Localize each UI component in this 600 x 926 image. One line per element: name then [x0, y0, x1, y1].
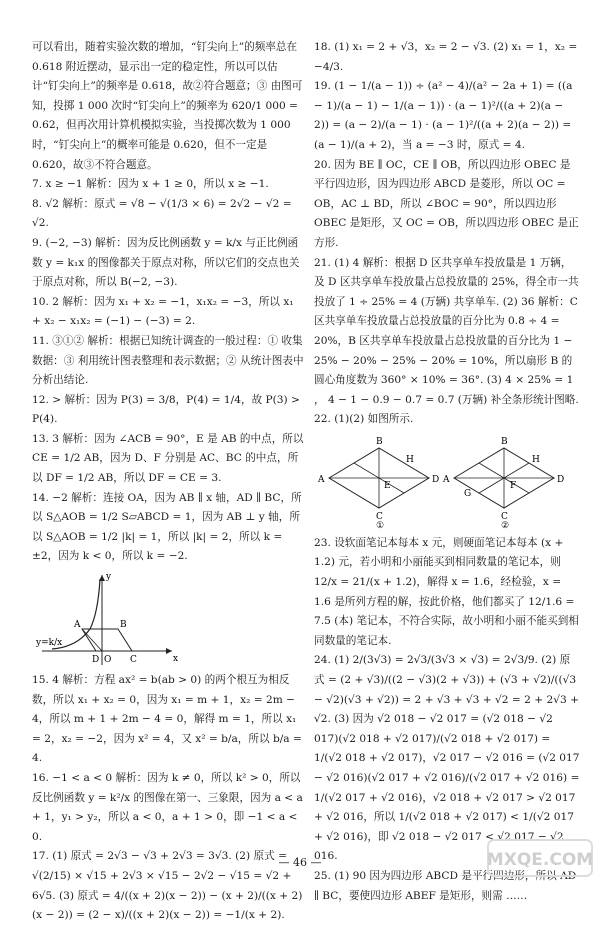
svg-text:B: B [501, 436, 508, 447]
svg-text:MXQE.COM: MXQE.COM [486, 850, 594, 870]
svg-text:E: E [384, 480, 391, 491]
svg-text:C: C [130, 655, 137, 666]
right-column [314, 38, 580, 906]
answer-23: 23. 设软面笔记本每本 x 元，则硬面笔记本每本 (x + 1.2) 元，若小明和小丽能买到相同数量的笔记本，则 12/x = 21/(x + 1.2)，解得 x = 1.6，经检验，x = 1.6 是所列方程的解，按此价格，他们都买了 12/1.6 = 7.5 (本) 笔记本，不符合实际，故小明和小丽不能买到相同数量的笔记本. [314, 536, 579, 647]
svg-text:B: B [120, 620, 127, 631]
svg-text:H: H [406, 454, 414, 465]
svg-text:A: A [74, 620, 81, 631]
figure-fig14 [32, 569, 304, 667]
answer-12: 12. > 解析：因为 P(3) = 3/8，P(4) = 1/4，故 P(3) > P(4). [32, 393, 300, 426]
svg-text:G: G [464, 488, 472, 499]
answer-21: 21. (1) 4 解析：根据 D 区共享单车投放量是 1 万辆，及 D 区共享单车投放量占总投放量的 25%，得全市一共投放了 1 ÷ 25% = 4 (万辆) 共享单车. (2) 36 解析：C 区共享单车投放量占总投放量的百分比为 0.8 ÷ 4 = 20%，B 区共享单车投放量占总投放量的百分比为 1 − 25% − 20% − 25% − 20% = 10%，所以扇形 B 的圆心角度数为 360° × 10% = 36°. (3) 4 × 25% = 1 ， 4 − 1 − 0.9 − 0.7 = 0.7 (万辆) 补全条形统计图略. [314, 256, 579, 406]
answer-a: 可以看出，随着实验次数的增加，“钉尖向上”的频率总在 0.618 附近摆动，显示出一定的稳定性，所以可以估计“钉尖向上”的频率是 0.618，故②符合题意；③ 由图可知，投掷 1 000 次时“钉尖向上”的频率为 620/1 000 = 0.62，但再次用计算机模拟实验，当投掷次数为 1 000 时，“钉尖向上”的概率可能是 0.620，但不一定是 0.620，故③不符合题意。 [32, 41, 303, 171]
svg-text:A: A [318, 474, 325, 485]
answer-17: 17. (1) 原式 = 2√3 − √3 + 2√3 = 3√3. (2) 原式 = √(2/15) × √15 + 2√3 × √15 − 2√2 − √15 = √2 + 6√5. (3) 原式 = 4/((x + 2)(x − 2)) − (x + 2)/((x + 2)(x − 2)) = (2 − x)/((x + 2)(x − 2)) = −1/(x + 2). [32, 850, 303, 922]
answer-22: 22. (1)(2) 如图所示. [314, 413, 414, 426]
svg-text:y=k/x: y=k/x [36, 638, 63, 649]
page-number: — 46 — [278, 856, 322, 869]
answer-7: 7. x ≥ −1 解析：因为 x + 1 ≥ 0，所以 x ≥ −1. [32, 178, 269, 191]
answer-14: 14. −2 解析：连接 OA，因为 AB ∥ x 轴，AD ∥ BC，所以 S△AOB = 1/2 S▱ABCD = 1，因为 AB ⊥ y 轴，所以 S△AOB = 1/2 |k| = 1，所以 |k| = 2，所以 k = ±2，因为 k < 0，所以 k = −2. [32, 491, 302, 563]
svg-text:A: A [443, 474, 450, 485]
answer-13: 13. 3 解析：因为 ∠ACB = 90°，E 是 AB 的中点，所以 CE = 1/2 AB，因为 D、F 分别是 AC、BC 的中点，所以 DF = 1/2 AB，所以 DF = CE = 3. [32, 432, 304, 485]
svg-text:C: C [376, 511, 383, 522]
watermark-logo [486, 836, 594, 880]
answer-20: 20. 因为 BE ∥ OC，CE ∥ OB，所以四边形 OBEC 是平行四边形，因为四边形 ABCD 是菱形，所以 OC = OB，AC ⊥ BD，所以 ∠BOC = 90°，所以四边形 OBEC 是矩形，又 OC = OB，所以四边形 OBEC 是正方形. [314, 158, 579, 249]
answer-16: 16. −1 < a < 0 解析：因为 k ≠ 0，所以 k² > 0，所以反比例函数 y = k²/x 的图像在第一、三象限，因为 a < a + 1，y₁ > y₂，所以 a < 0，a + 1 > 0，即 −1 < a < 0. [32, 772, 303, 843]
answer-8: 8. √2 解析：原式 = √8 − √(1/3 × 6) = 2√2 − √2 = √2. [32, 197, 292, 230]
svg-text:D: D [92, 655, 100, 666]
svg-text:①: ① [376, 520, 385, 530]
svg-text:O: O [104, 655, 112, 666]
answer-10: 10. 2 解析：因为 x₁ + x₂ = −1，x₁x₂ = −3，所以 x₁ + x₂ − x₁x₂ = (−1) − (−3) = 2. [32, 295, 294, 328]
svg-text:x: x [173, 654, 179, 665]
svg-text:D: D [557, 474, 565, 485]
answer-24: 24. (1) 2/(3√3) = 2√3/(3√3 × √3) = 2√3/9. (2) 原式 = (2 + √3)/((2 − √3)(2 + √3)) + (√3 + √2)/((√3 − √2)(√3 + √2)) = 2 + √3 + √3 + √2 = 2 + 2√3 + √2. (3) 因为 √2 018 − √2 017 = (√2 018 − √2 017)(√2 018 + √2 017)/(√2 018 + √2 017) = 1/(√2 018 + √2 017)，√2 017 − √2 016 = (√2 017 − √2 016)(√2 017 + √2 016)/(√2 017 + √2 016) = 1/(√2 017 + √2 016)，√2 018 + √2 017 > √2 017 + √2 016，所以 1/(√2 018 + √2 017) < 1/(√2 017 + √2 016)，即 √2 018 − √2 017 < √2 017 − √2 016. [314, 654, 580, 863]
hyperbola-graph [32, 569, 182, 667]
answer-15: 15. 4 解析：方程 ax² = b(ab > 0) 的两个根互为相反数，所以 x₁ + x₂ = 0，因为 x₁ = m + 1，x₂ = 2m − 4，所以 m + 1 + 2m − 4 = 0，解得 m = 1，所以 x₁ = 2，x₂ = −2，因为 x² = 4，又 x² = b/a，所以 b/a = 4. [32, 674, 302, 765]
answer-25: 25. (1) 90 因为四边形 ABCD 是平行四边形，所以 AD ∥ BC，要使四边形 ABEF 是矩形，则需 …… [314, 869, 577, 902]
answer-9: 9. (−2, −3) 解析：因为反比例函数 y = k/x 与正比例函数 y = k₁x 的图像都关于原点对称，所以它们的交点也关于原点对称，所以 B(−2, −3). [32, 236, 300, 289]
svg-text:y: y [106, 572, 112, 583]
svg-text:D: D [432, 474, 440, 485]
svg-text:H: H [532, 454, 540, 465]
rhombus-figures [314, 432, 574, 530]
figure-fig22 [314, 432, 580, 530]
answer-19: 19. (1 − 1/(a − 1)) ÷ (a² − 4)/(a² − 2a + 1) = ((a − 1)/(a − 1) − 1/(a − 1)) · (a − 1)²/((a + 2)(a − 2)) = (a − 2)/(a − 1) · (a − 1)²/((a + 2)(a − 2)) = (a − 1)/(a + 2)，当 a = −3 时，原式 = 4. [314, 80, 573, 151]
svg-text:②: ② [501, 520, 510, 530]
answer-18: 18. (1) x₁ = 2 + √3，x₂ = 2 − √3. (2) x₁ = 1，x₂ = −4/3. [314, 41, 578, 73]
svg-text:B: B [376, 436, 383, 447]
answer-11: 11. ③①② 解析：根据已知统计调查的一般过程：① 收集数据：③ 利用统计图表整理和表示数据；② 从统计图表中分析出结论. [32, 334, 304, 387]
svg-text:F: F [510, 480, 517, 491]
svg-text:C: C [501, 511, 508, 522]
left-column [32, 38, 304, 926]
